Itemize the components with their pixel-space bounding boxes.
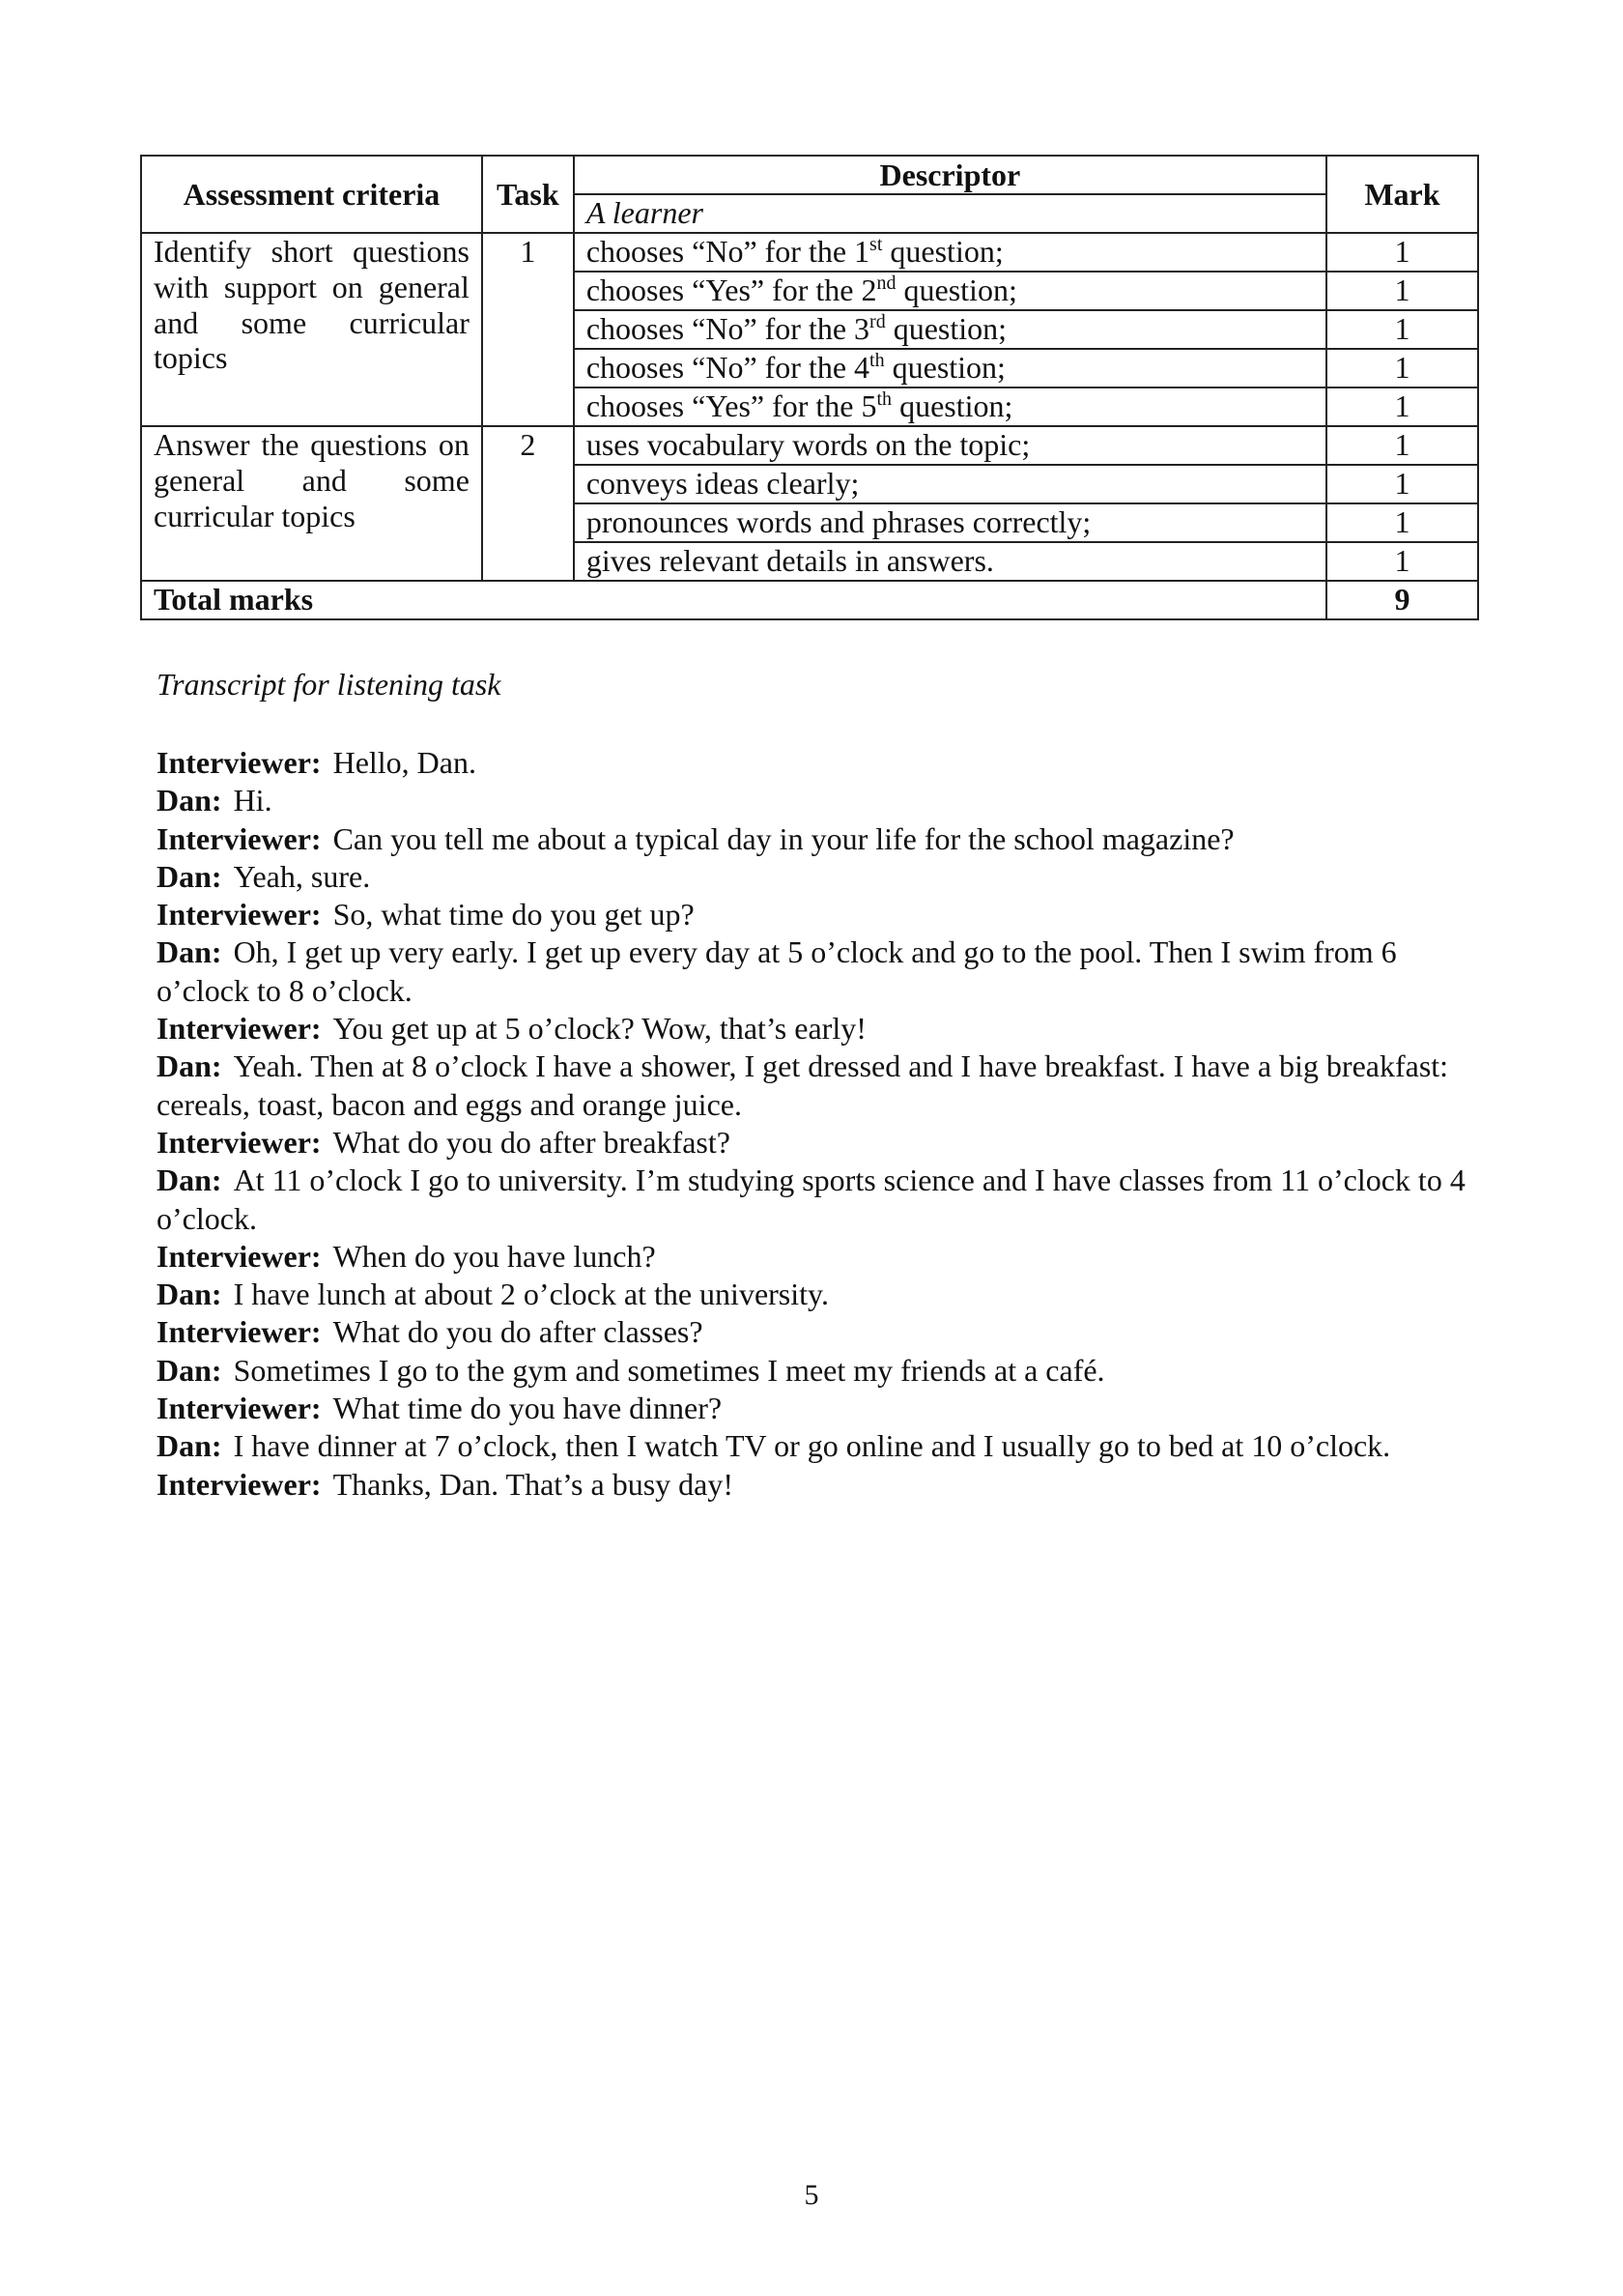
- descriptor-cell: chooses “Yes” for the 2nd question;: [574, 272, 1326, 310]
- header-task: Task: [482, 156, 574, 233]
- criteria-cell: Identify short questions with support on general and some curricular topics: [141, 233, 482, 426]
- transcript-line: [157, 1427, 1482, 1465]
- utterance: Thanks, Dan. That’s a busy day!: [332, 1466, 734, 1502]
- total-label: Total marks: [141, 581, 1326, 619]
- descriptor-cell: chooses “Yes” for the 5th question;: [574, 387, 1326, 426]
- assessment-table: [140, 155, 1479, 620]
- descriptor-cell: uses vocabulary words on the topic;: [574, 426, 1326, 465]
- page-number: 5: [804, 2179, 819, 2211]
- task-cell: 1: [482, 233, 574, 426]
- header-mark: Mark: [1326, 156, 1478, 233]
- mark-cell: 1: [1326, 272, 1478, 310]
- table-row: [141, 233, 1478, 272]
- descriptor-cell: gives relevant details in answers.: [574, 542, 1326, 581]
- transcript-body: [157, 744, 1482, 1504]
- transcript-line: [157, 1048, 1482, 1124]
- utterance: I have dinner at 7 o’clock, then I watch TV or go online and I usually go to bed at 10 o’clock.: [233, 1428, 1391, 1464]
- total-value: 9: [1326, 581, 1478, 619]
- header-descriptor-sub: A learner: [574, 194, 1326, 233]
- utterance: Hello, Dan.: [332, 745, 476, 780]
- transcript-line: [157, 1390, 1482, 1427]
- transcript-line: [157, 1466, 1482, 1504]
- utterance: Yeah. Then at 8 o’clock I have a shower, I get dressed and I have breakfast. I have a big breakfast: cereals, toast, bacon and eggs and orange juice.: [157, 1048, 1449, 1122]
- utterance: I have lunch at about 2 o’clock at the university.: [233, 1277, 829, 1312]
- utterance: You get up at 5 o’clock? Wow, that’s early!: [332, 1011, 867, 1047]
- utterance: Hi.: [233, 783, 272, 818]
- criteria-cell: Answer the questions on general and some curricular topics: [141, 426, 482, 581]
- speaker-label: Interviewer:: [157, 745, 322, 780]
- mark-cell: 1: [1326, 310, 1478, 349]
- mark-cell: 1: [1326, 426, 1478, 465]
- descriptor-cell: conveys ideas clearly;: [574, 465, 1326, 503]
- transcript-line: [157, 933, 1482, 1010]
- task-cell: 2: [482, 426, 574, 581]
- speaker-label: Interviewer:: [157, 1314, 322, 1350]
- speaker-label: Interviewer:: [157, 1011, 322, 1047]
- utterance: When do you have lunch?: [332, 1238, 656, 1274]
- header-criteria: Assessment criteria: [141, 156, 482, 233]
- header-row: [141, 156, 1478, 194]
- transcript-line: [157, 1276, 1482, 1313]
- utterance: At 11 o’clock I go to university. I’m studying sports science and I have classes from 11 o’clock to 4 o’clock.: [157, 1162, 1466, 1236]
- transcript-line: [157, 896, 1482, 933]
- total-row: [141, 581, 1478, 619]
- utterance: Yeah, sure.: [233, 858, 371, 894]
- transcript-line: [157, 1352, 1482, 1390]
- descriptor-cell: pronounces words and phrases correctly;: [574, 503, 1326, 542]
- mark-cell: 1: [1326, 387, 1478, 426]
- transcript-line: [157, 1313, 1482, 1351]
- mark-cell: 1: [1326, 349, 1478, 387]
- utterance: What do you do after classes?: [332, 1314, 703, 1350]
- header-descriptor: Descriptor: [574, 156, 1326, 194]
- speaker-label: Interviewer:: [157, 820, 322, 856]
- transcript-line: [157, 744, 1482, 782]
- transcript-line: [157, 1238, 1482, 1276]
- utterance: Oh, I get up very early. I get up every day at 5 o’clock and go to the pool. Then I swim from 6 o’clock to 8 o’clock.: [157, 934, 1397, 1008]
- speaker-label: Dan:: [157, 783, 222, 818]
- speaker-label: Interviewer:: [157, 897, 322, 933]
- speaker-label: Dan:: [157, 1428, 222, 1464]
- utterance: What do you do after breakfast?: [332, 1124, 730, 1160]
- transcript-line: [157, 858, 1482, 896]
- speaker-label: Dan:: [157, 1352, 222, 1388]
- speaker-label: Interviewer:: [157, 1124, 322, 1160]
- utterance: Sometimes I go to the gym and sometimes I meet my friends at a café.: [233, 1352, 1105, 1388]
- speaker-label: Dan:: [157, 1277, 222, 1312]
- mark-cell: 1: [1326, 465, 1478, 503]
- utterance: What time do you have dinner?: [332, 1391, 723, 1426]
- utterance: Can you tell me about a typical day in your life for the school magazine?: [332, 820, 1235, 856]
- descriptor-cell: chooses “No” for the 1st question;: [574, 233, 1326, 272]
- speaker-label: Interviewer:: [157, 1238, 322, 1274]
- mark-cell: 1: [1326, 233, 1478, 272]
- transcript-title: Transcript for listening task: [157, 667, 501, 702]
- descriptor-cell: chooses “No” for the 3rd question;: [574, 310, 1326, 349]
- transcript-line: [157, 820, 1482, 858]
- utterance: So, what time do you get up?: [332, 897, 695, 933]
- transcript-line: [157, 782, 1482, 819]
- descriptor-cell: chooses “No” for the 4th question;: [574, 349, 1326, 387]
- speaker-label: Dan:: [157, 934, 222, 970]
- mark-cell: 1: [1326, 503, 1478, 542]
- transcript-line: [157, 1010, 1482, 1048]
- speaker-label: Dan:: [157, 1162, 222, 1198]
- speaker-label: Dan:: [157, 858, 222, 894]
- speaker-label: Interviewer:: [157, 1466, 322, 1502]
- speaker-label: Interviewer:: [157, 1391, 322, 1426]
- transcript-line: [157, 1124, 1482, 1162]
- transcript-line: [157, 1162, 1482, 1238]
- mark-cell: 1: [1326, 542, 1478, 581]
- table-row: [141, 426, 1478, 465]
- speaker-label: Dan:: [157, 1048, 222, 1084]
